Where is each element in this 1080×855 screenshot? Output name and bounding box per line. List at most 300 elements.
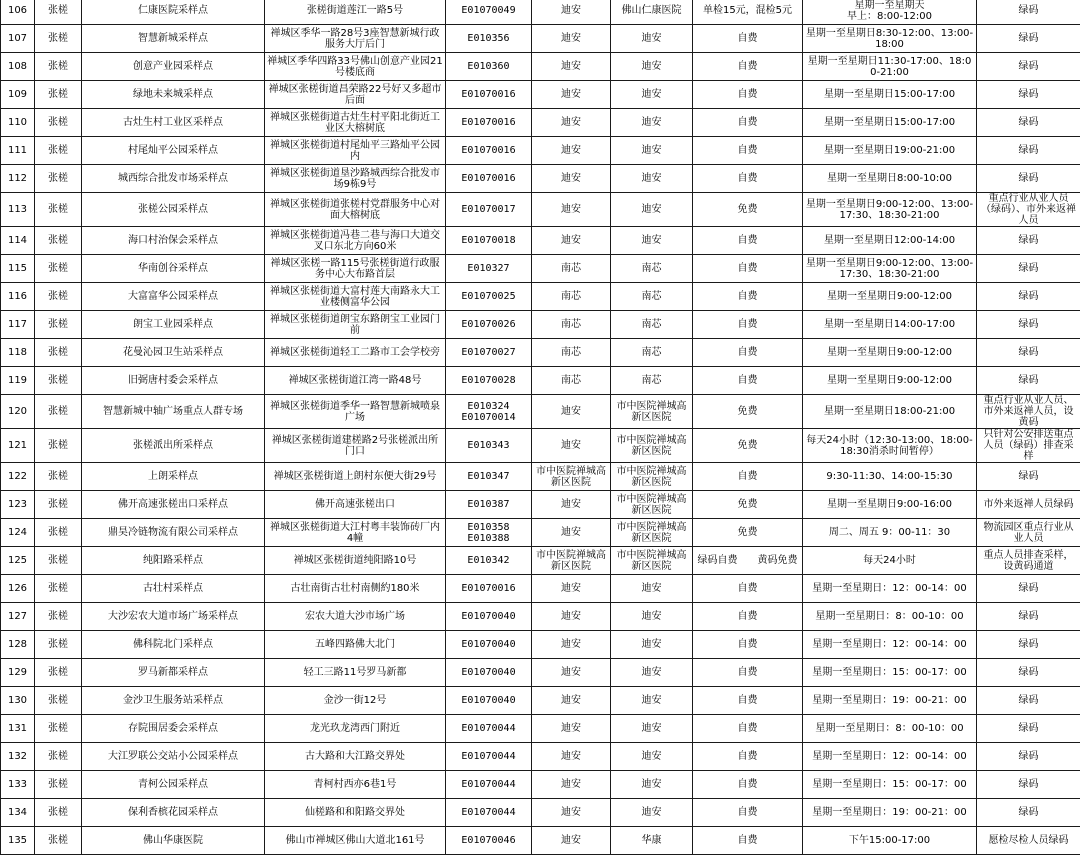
address-cell: 张槎街道莲江一路5号 xyxy=(265,0,446,25)
street-cell: 张槎 xyxy=(35,137,82,165)
fee-cell: 自费 xyxy=(693,827,803,855)
fee-cell: 自费 xyxy=(693,53,803,81)
address-cell: 禅城区张槎街道建槎路2号张槎派出所门口 xyxy=(265,429,446,463)
sampling-org-cell: 迪安 xyxy=(532,109,611,137)
site-name-cell: 朗宝工业园采样点 xyxy=(82,311,265,339)
table-row xyxy=(1,631,1080,659)
row-number-cell: 121 xyxy=(1,429,35,463)
street-cell: 张槎 xyxy=(35,547,82,575)
testing-org-cell: 市中医院禅城高新区医院 xyxy=(611,491,693,519)
address-cell: 宏农大道大沙市场广场 xyxy=(265,603,446,631)
site-name-cell: 佛科院北门采样点 xyxy=(82,631,265,659)
fee-cell: 自费 xyxy=(693,715,803,743)
street-cell: 张槎 xyxy=(35,367,82,395)
lab-code-cell: E01070016 xyxy=(446,137,532,165)
table-row xyxy=(1,547,1080,575)
table-row xyxy=(1,165,1080,193)
fee-cell: 免费 xyxy=(693,519,803,547)
testing-org-cell: 迪安 xyxy=(611,165,693,193)
table-row xyxy=(1,659,1080,687)
lab-code-cell: E01070018 xyxy=(446,227,532,255)
testing-org-cell: 迪安 xyxy=(611,137,693,165)
sampling-org-cell: 迪安 xyxy=(532,395,611,429)
street-cell: 张槎 xyxy=(35,53,82,81)
street-cell: 张槎 xyxy=(35,227,82,255)
testing-org-cell: 迪安 xyxy=(611,631,693,659)
target-group-cell: 市外来返禅人员绿码 xyxy=(977,491,1080,519)
testing-org-cell: 市中医院禅城高新区医院 xyxy=(611,547,693,575)
sampling-org-cell: 市中医院禅城高新区医院 xyxy=(532,547,611,575)
address-cell: 佛山市禅城区佛山大道北161号 xyxy=(265,827,446,855)
sampling-org-cell: 迪安 xyxy=(532,53,611,81)
fee-cell: 自费 xyxy=(693,799,803,827)
lab-code-cell: E010327 xyxy=(446,255,532,283)
testing-org-cell: 迪安 xyxy=(611,771,693,799)
site-name-cell: 华南创谷采样点 xyxy=(82,255,265,283)
row-number-cell: 126 xyxy=(1,575,35,603)
service-hours-cell: 每天24小时 xyxy=(803,547,977,575)
address-cell: 禅城区张槎街道张槎村党群服务中心对面大榕树底 xyxy=(265,193,446,227)
table-row xyxy=(1,25,1080,53)
table-row xyxy=(1,771,1080,799)
address-cell: 古壮南街古壮村南侧約180米 xyxy=(265,575,446,603)
table-row xyxy=(1,137,1080,165)
row-number-cell: 122 xyxy=(1,463,35,491)
street-cell: 张槎 xyxy=(35,109,82,137)
street-cell: 张槎 xyxy=(35,771,82,799)
address-cell: 禅城区季华一路28号3座智慧新城行政服务大厅后门 xyxy=(265,25,446,53)
site-name-cell: 保利香槟花园采样点 xyxy=(82,799,265,827)
street-cell: 张槎 xyxy=(35,575,82,603)
site-name-cell: 张槎派出所采样点 xyxy=(82,429,265,463)
service-hours-cell: 星期一至星期日：12：00-14：00 xyxy=(803,631,977,659)
sampling-org-cell: 迪安 xyxy=(532,429,611,463)
row-number-cell: 120 xyxy=(1,395,35,429)
sampling-org-cell: 迪安 xyxy=(532,799,611,827)
row-number-cell: 118 xyxy=(1,339,35,367)
sampling-org-cell: 迪安 xyxy=(532,227,611,255)
table-row xyxy=(1,715,1080,743)
lab-code-cell: E01070025 xyxy=(446,283,532,311)
sampling-org-cell: 迪安 xyxy=(532,0,611,25)
fee-cell: 自费 xyxy=(693,631,803,659)
street-cell: 张槎 xyxy=(35,491,82,519)
address-cell: 禅城区季华四路33号佛山创意产业园21号楼底商 xyxy=(265,53,446,81)
testing-org-cell: 迪安 xyxy=(611,659,693,687)
service-hours-cell: 星期一至星期日9:00-12:00 xyxy=(803,283,977,311)
sampling-org-cell: 迪安 xyxy=(532,659,611,687)
lab-code-cell: E010360 xyxy=(446,53,532,81)
target-group-cell: 绿码 xyxy=(977,25,1080,53)
sampling-org-cell: 市中医院禅城高新区医院 xyxy=(532,463,611,491)
lab-code-cell: E01070049 xyxy=(446,0,532,25)
row-number-cell: 117 xyxy=(1,311,35,339)
row-number-cell: 135 xyxy=(1,827,35,855)
row-number-cell: 134 xyxy=(1,799,35,827)
service-hours-cell: 每天24小时（12:30-13:00、18:00-18:30消杀时间暂停） xyxy=(803,429,977,463)
lab-code-cell: E010342 xyxy=(446,547,532,575)
street-cell: 张槎 xyxy=(35,687,82,715)
site-name-cell: 智慧新城采样点 xyxy=(82,25,265,53)
row-number-cell: 131 xyxy=(1,715,35,743)
target-group-cell: 绿码 xyxy=(977,81,1080,109)
address-cell: 古大路和大江路交界处 xyxy=(265,743,446,771)
site-name-cell: 鼎昊冷链物流有限公司采样点 xyxy=(82,519,265,547)
site-name-cell: 上朗采样点 xyxy=(82,463,265,491)
row-number-cell: 133 xyxy=(1,771,35,799)
site-name-cell: 存院围居委会采样点 xyxy=(82,715,265,743)
address-cell: 禅城区张槎街道昌荣路22号好又多超市后面 xyxy=(265,81,446,109)
site-name-cell: 佛山华康医院 xyxy=(82,827,265,855)
fee-cell: 自费 xyxy=(693,311,803,339)
target-group-cell: 绿码 xyxy=(977,311,1080,339)
lab-code-cell: E010324 E01070014 xyxy=(446,395,532,429)
fee-cell: 自费 xyxy=(693,25,803,53)
lab-code-cell: E01070026 xyxy=(446,311,532,339)
lab-code-cell: E01070028 xyxy=(446,367,532,395)
address-cell: 禅城区张槎街道上朗村东便大街29号 xyxy=(265,463,446,491)
address-cell: 金沙一街12号 xyxy=(265,687,446,715)
row-number-cell: 129 xyxy=(1,659,35,687)
lab-code-cell: E010347 xyxy=(446,463,532,491)
testing-org-cell: 迪安 xyxy=(611,715,693,743)
service-hours-cell: 星期一至星期日15:00-17:00 xyxy=(803,109,977,137)
street-cell: 张槎 xyxy=(35,799,82,827)
target-group-cell: 绿码 xyxy=(977,109,1080,137)
table-row xyxy=(1,799,1080,827)
service-hours-cell: 9:30-11:30、14:00-15:30 xyxy=(803,463,977,491)
row-number-cell: 130 xyxy=(1,687,35,715)
sampling-org-cell: 迪安 xyxy=(532,603,611,631)
street-cell: 张槎 xyxy=(35,463,82,491)
service-hours-cell: 星期一至星期日11:30-17:00、18:00-21:00 xyxy=(803,53,977,81)
street-cell: 张槎 xyxy=(35,631,82,659)
service-hours-cell: 星期一至星期日12:00-14:00 xyxy=(803,227,977,255)
address-cell: 五峰四路佛大北门 xyxy=(265,631,446,659)
row-number-cell: 106 xyxy=(1,0,35,25)
row-number-cell: 110 xyxy=(1,109,35,137)
row-number-cell: 107 xyxy=(1,25,35,53)
testing-org-cell: 迪安 xyxy=(611,81,693,109)
sampling-org-cell: 迪安 xyxy=(532,771,611,799)
street-cell: 张槎 xyxy=(35,339,82,367)
address-cell: 禅城区张槎街道大江村粤丰装饰砖厂内4幢 xyxy=(265,519,446,547)
fee-cell: 自费 xyxy=(693,227,803,255)
fee-cell: 单检15元，混检5元 xyxy=(693,0,803,25)
service-hours-cell: 星期一至星期日：8：00-10：00 xyxy=(803,603,977,631)
address-cell: 禅城区张槎街道纯阳路10号 xyxy=(265,547,446,575)
sampling-org-cell: 南芯 xyxy=(532,311,611,339)
lab-code-cell: E01070040 xyxy=(446,631,532,659)
address-cell: 禅城区张槎街道江湾一路48号 xyxy=(265,367,446,395)
row-number-cell: 119 xyxy=(1,367,35,395)
table-row xyxy=(1,53,1080,81)
target-group-cell: 绿码 xyxy=(977,631,1080,659)
service-hours-cell: 星期一至星期日9:00-12:00 xyxy=(803,339,977,367)
target-group-cell: 绿码 xyxy=(977,283,1080,311)
site-name-cell: 张槎公园采样点 xyxy=(82,193,265,227)
address-cell: 禅城区张槎一路115号张槎街道行政服务中心大布路首层 xyxy=(265,255,446,283)
lab-code-cell: E01070044 xyxy=(446,715,532,743)
site-name-cell: 纯阳路采样点 xyxy=(82,547,265,575)
street-cell: 张槎 xyxy=(35,81,82,109)
testing-org-cell: 迪安 xyxy=(611,743,693,771)
fee-cell: 自费 xyxy=(693,339,803,367)
site-name-cell: 罗马新都采样点 xyxy=(82,659,265,687)
street-cell: 张槎 xyxy=(35,0,82,25)
target-group-cell: 重点人员排查采样，设黄码通道 xyxy=(977,547,1080,575)
street-cell: 张槎 xyxy=(35,519,82,547)
target-group-cell: 绿码 xyxy=(977,463,1080,491)
sampling-org-cell: 迪安 xyxy=(532,715,611,743)
street-cell: 张槎 xyxy=(35,827,82,855)
street-cell: 张槎 xyxy=(35,715,82,743)
street-cell: 张槎 xyxy=(35,25,82,53)
lab-code-cell: E01070027 xyxy=(446,339,532,367)
sampling-org-cell: 迪安 xyxy=(532,81,611,109)
site-name-cell: 古灶生村工业区采样点 xyxy=(82,109,265,137)
target-group-cell: 愿检尽检人员绿码 xyxy=(977,827,1080,855)
table-row xyxy=(1,575,1080,603)
service-hours-cell: 星期一至星期天 早上：8:00-12:00 xyxy=(803,0,977,25)
testing-org-cell: 南芯 xyxy=(611,311,693,339)
service-hours-cell: 星期一至星期日：19：00-21：00 xyxy=(803,687,977,715)
testing-org-cell: 迪安 xyxy=(611,53,693,81)
testing-org-cell: 华康 xyxy=(611,827,693,855)
target-group-cell: 绿码 xyxy=(977,603,1080,631)
address-cell: 禅城区张槎街道垦沙路城西综合批发市场9栋9号 xyxy=(265,165,446,193)
service-hours-cell: 星期一至星期日：15：00-17：00 xyxy=(803,659,977,687)
sampling-org-cell: 迪安 xyxy=(532,165,611,193)
target-group-cell: 绿码 xyxy=(977,165,1080,193)
target-group-cell: 绿码 xyxy=(977,137,1080,165)
testing-org-cell: 迪安 xyxy=(611,193,693,227)
site-name-cell: 绿地未来城采样点 xyxy=(82,81,265,109)
lab-code-cell: E010343 xyxy=(446,429,532,463)
site-name-cell: 创意产业园采样点 xyxy=(82,53,265,81)
lab-code-cell: E01070016 xyxy=(446,109,532,137)
row-number-cell: 113 xyxy=(1,193,35,227)
testing-org-cell: 迪安 xyxy=(611,25,693,53)
target-group-cell: 绿码 xyxy=(977,0,1080,25)
testing-org-cell: 迪安 xyxy=(611,575,693,603)
lab-code-cell: E01070044 xyxy=(446,799,532,827)
testing-org-cell: 迪安 xyxy=(611,603,693,631)
row-number-cell: 111 xyxy=(1,137,35,165)
fee-cell: 免费 xyxy=(693,491,803,519)
lab-code-cell: E01070046 xyxy=(446,827,532,855)
street-cell: 张槎 xyxy=(35,193,82,227)
fee-cell: 自费 xyxy=(693,283,803,311)
lab-code-cell: E01070044 xyxy=(446,771,532,799)
target-group-cell: 绿码 xyxy=(977,743,1080,771)
table-body xyxy=(1,0,1080,855)
service-hours-cell: 星期一至星期日8:30-12:00、13:00-18:00 xyxy=(803,25,977,53)
street-cell: 张槎 xyxy=(35,255,82,283)
lab-code-cell: E01070044 xyxy=(446,743,532,771)
target-group-cell: 重点行业从业人员、市外来返禅人员，设黄码 xyxy=(977,395,1080,429)
target-group-cell: 重点行业从业人员（绿码）、市外来返禅人员 xyxy=(977,193,1080,227)
row-number-cell: 116 xyxy=(1,283,35,311)
fee-cell: 自费 xyxy=(693,137,803,165)
site-name-cell: 金沙卫生服务站采样点 xyxy=(82,687,265,715)
target-group-cell: 绿码 xyxy=(977,575,1080,603)
fee-cell: 自费 xyxy=(693,109,803,137)
target-group-cell: 绿码 xyxy=(977,687,1080,715)
site-name-cell: 花曼沁园卫生站采样点 xyxy=(82,339,265,367)
table-row xyxy=(1,395,1080,429)
sampling-org-cell: 南芯 xyxy=(532,367,611,395)
testing-org-cell: 佛山仁康医院 xyxy=(611,0,693,25)
testing-org-cell: 南芯 xyxy=(611,339,693,367)
target-group-cell: 物流园区重点行业从业人员 xyxy=(977,519,1080,547)
service-hours-cell: 星期一至星期日9:00-12:00 xyxy=(803,367,977,395)
table-row xyxy=(1,193,1080,227)
lab-code-cell: E01070016 xyxy=(446,165,532,193)
address-cell: 禅城区张槎街道大富村莲大南路永大工业楼侧富华公园 xyxy=(265,283,446,311)
address-cell: 轻工三路11号罗马新都 xyxy=(265,659,446,687)
table-row xyxy=(1,519,1080,547)
testing-org-cell: 迪安 xyxy=(611,227,693,255)
testing-org-cell: 市中医院禅城高新区医院 xyxy=(611,463,693,491)
fee-cell: 自费 xyxy=(693,463,803,491)
service-hours-cell: 星期一至星期日：15：00-17：00 xyxy=(803,771,977,799)
testing-org-cell: 市中医院禅城高新区医院 xyxy=(611,395,693,429)
sampling-org-cell: 迪安 xyxy=(532,25,611,53)
address-cell: 禅城区张槎街道村尾灿平三路灿平公园内 xyxy=(265,137,446,165)
sampling-org-cell: 迪安 xyxy=(532,519,611,547)
address-cell: 佛开高速张槎出口 xyxy=(265,491,446,519)
site-name-cell: 城西综合批发市场采样点 xyxy=(82,165,265,193)
table-row xyxy=(1,81,1080,109)
table-row xyxy=(1,827,1080,855)
site-name-cell: 大富富华公园采样点 xyxy=(82,283,265,311)
row-number-cell: 128 xyxy=(1,631,35,659)
table-row xyxy=(1,255,1080,283)
testing-org-cell: 南芯 xyxy=(611,283,693,311)
table-row xyxy=(1,109,1080,137)
testing-org-cell: 迪安 xyxy=(611,687,693,715)
street-cell: 张槎 xyxy=(35,429,82,463)
street-cell: 张槎 xyxy=(35,165,82,193)
sampling-org-cell: 南芯 xyxy=(532,283,611,311)
table-row xyxy=(1,367,1080,395)
target-group-cell: 只针对公安排送重点人员（绿码）排查采样 xyxy=(977,429,1080,463)
sampling-org-cell: 迪安 xyxy=(532,827,611,855)
table-row xyxy=(1,463,1080,491)
testing-org-cell: 南芯 xyxy=(611,367,693,395)
service-hours-cell: 下午15:00-17:00 xyxy=(803,827,977,855)
row-number-cell: 123 xyxy=(1,491,35,519)
target-group-cell: 绿码 xyxy=(977,799,1080,827)
fee-cell: 自费 xyxy=(693,603,803,631)
address-cell: 青柯村西亦6巷1号 xyxy=(265,771,446,799)
fee-cell: 绿码自费 黄码免费 xyxy=(693,547,803,575)
street-cell: 张槎 xyxy=(35,283,82,311)
fee-cell: 自费 xyxy=(693,743,803,771)
fee-cell: 自费 xyxy=(693,575,803,603)
site-name-cell: 大江罗联公交站小公园采样点 xyxy=(82,743,265,771)
fee-cell: 免费 xyxy=(693,193,803,227)
service-hours-cell: 星期一至星期日9:00-12:00、13:00-17:30、18:30-21:00 xyxy=(803,255,977,283)
site-name-cell: 村尾灿平公园采样点 xyxy=(82,137,265,165)
table-row xyxy=(1,603,1080,631)
address-cell: 仙槎路和和阳路交界处 xyxy=(265,799,446,827)
site-name-cell: 海口村治保会采样点 xyxy=(82,227,265,255)
lab-code-cell: E010358 E010388 xyxy=(446,519,532,547)
site-name-cell: 佛开高速张槎出口采样点 xyxy=(82,491,265,519)
sampling-org-cell: 迪安 xyxy=(532,743,611,771)
address-cell: 龙光玖龙湾西门附近 xyxy=(265,715,446,743)
target-group-cell: 绿码 xyxy=(977,715,1080,743)
site-name-cell: 大沙宏农大道市场广场采样点 xyxy=(82,603,265,631)
sampling-org-cell: 迪安 xyxy=(532,575,611,603)
row-number-cell: 127 xyxy=(1,603,35,631)
target-group-cell: 绿码 xyxy=(977,339,1080,367)
table-row xyxy=(1,283,1080,311)
sampling-org-cell: 南芯 xyxy=(532,255,611,283)
fee-cell: 自费 xyxy=(693,687,803,715)
testing-org-cell: 迪安 xyxy=(611,799,693,827)
service-hours-cell: 星期一至星期日9:00-12:00、13:00-17:30、18:30-21:00 xyxy=(803,193,977,227)
service-hours-cell: 星期一至星期日9:00-16:00 xyxy=(803,491,977,519)
street-cell: 张槎 xyxy=(35,395,82,429)
address-cell: 禅城区张槎街道冯巷二巷与海口大道交叉口东北方向60米 xyxy=(265,227,446,255)
site-name-cell: 青柯公园采样点 xyxy=(82,771,265,799)
fee-cell: 自费 xyxy=(693,81,803,109)
street-cell: 张槎 xyxy=(35,743,82,771)
lab-code-cell: E010356 xyxy=(446,25,532,53)
service-hours-cell: 星期一至星期日：8：00-10：00 xyxy=(803,715,977,743)
address-cell: 禅城区张槎街道轻工二路市工会学校旁 xyxy=(265,339,446,367)
testing-org-cell: 迪安 xyxy=(611,109,693,137)
address-cell: 禅城区张槎街道季华一路智慧新城喷泉广场 xyxy=(265,395,446,429)
service-hours-cell: 星期一至星期日：12：00-14：00 xyxy=(803,575,977,603)
table-row xyxy=(1,429,1080,463)
fee-cell: 自费 xyxy=(693,771,803,799)
fee-cell: 自费 xyxy=(693,255,803,283)
sampling-org-cell: 迪安 xyxy=(532,631,611,659)
row-number-cell: 112 xyxy=(1,165,35,193)
street-cell: 张槎 xyxy=(35,659,82,687)
fee-cell: 免费 xyxy=(693,429,803,463)
row-number-cell: 109 xyxy=(1,81,35,109)
table-row xyxy=(1,687,1080,715)
service-hours-cell: 周二、周五 9：00-11：30 xyxy=(803,519,977,547)
service-hours-cell: 星期一至星期日8:00-10:00 xyxy=(803,165,977,193)
lab-code-cell: E010387 xyxy=(446,491,532,519)
lab-code-cell: E01070016 xyxy=(446,81,532,109)
row-number-cell: 108 xyxy=(1,53,35,81)
site-name-cell: 旧弼唐村委会采样点 xyxy=(82,367,265,395)
fee-cell: 自费 xyxy=(693,165,803,193)
service-hours-cell: 星期一至星期日14:00-17:00 xyxy=(803,311,977,339)
lab-code-cell: E01070016 xyxy=(446,575,532,603)
testing-org-cell: 市中医院禅城高新区医院 xyxy=(611,519,693,547)
testing-org-cell: 南芯 xyxy=(611,255,693,283)
site-name-cell: 智慧新城中轴广场重点人群专场 xyxy=(82,395,265,429)
address-cell: 禅城区张槎街道古灶生村平阳北街近工业区大榕树底 xyxy=(265,109,446,137)
target-group-cell: 绿码 xyxy=(977,227,1080,255)
fee-cell: 自费 xyxy=(693,367,803,395)
site-name-cell: 仁康医院采样点 xyxy=(82,0,265,25)
target-group-cell: 绿码 xyxy=(977,255,1080,283)
service-hours-cell: 星期一至星期日：19：00-21：00 xyxy=(803,799,977,827)
address-cell: 禅城区张槎街道朗宝东路朗宝工业园门前 xyxy=(265,311,446,339)
site-name-cell: 古壮村采样点 xyxy=(82,575,265,603)
row-number-cell: 124 xyxy=(1,519,35,547)
service-hours-cell: 星期一至星期日19:00-21:00 xyxy=(803,137,977,165)
